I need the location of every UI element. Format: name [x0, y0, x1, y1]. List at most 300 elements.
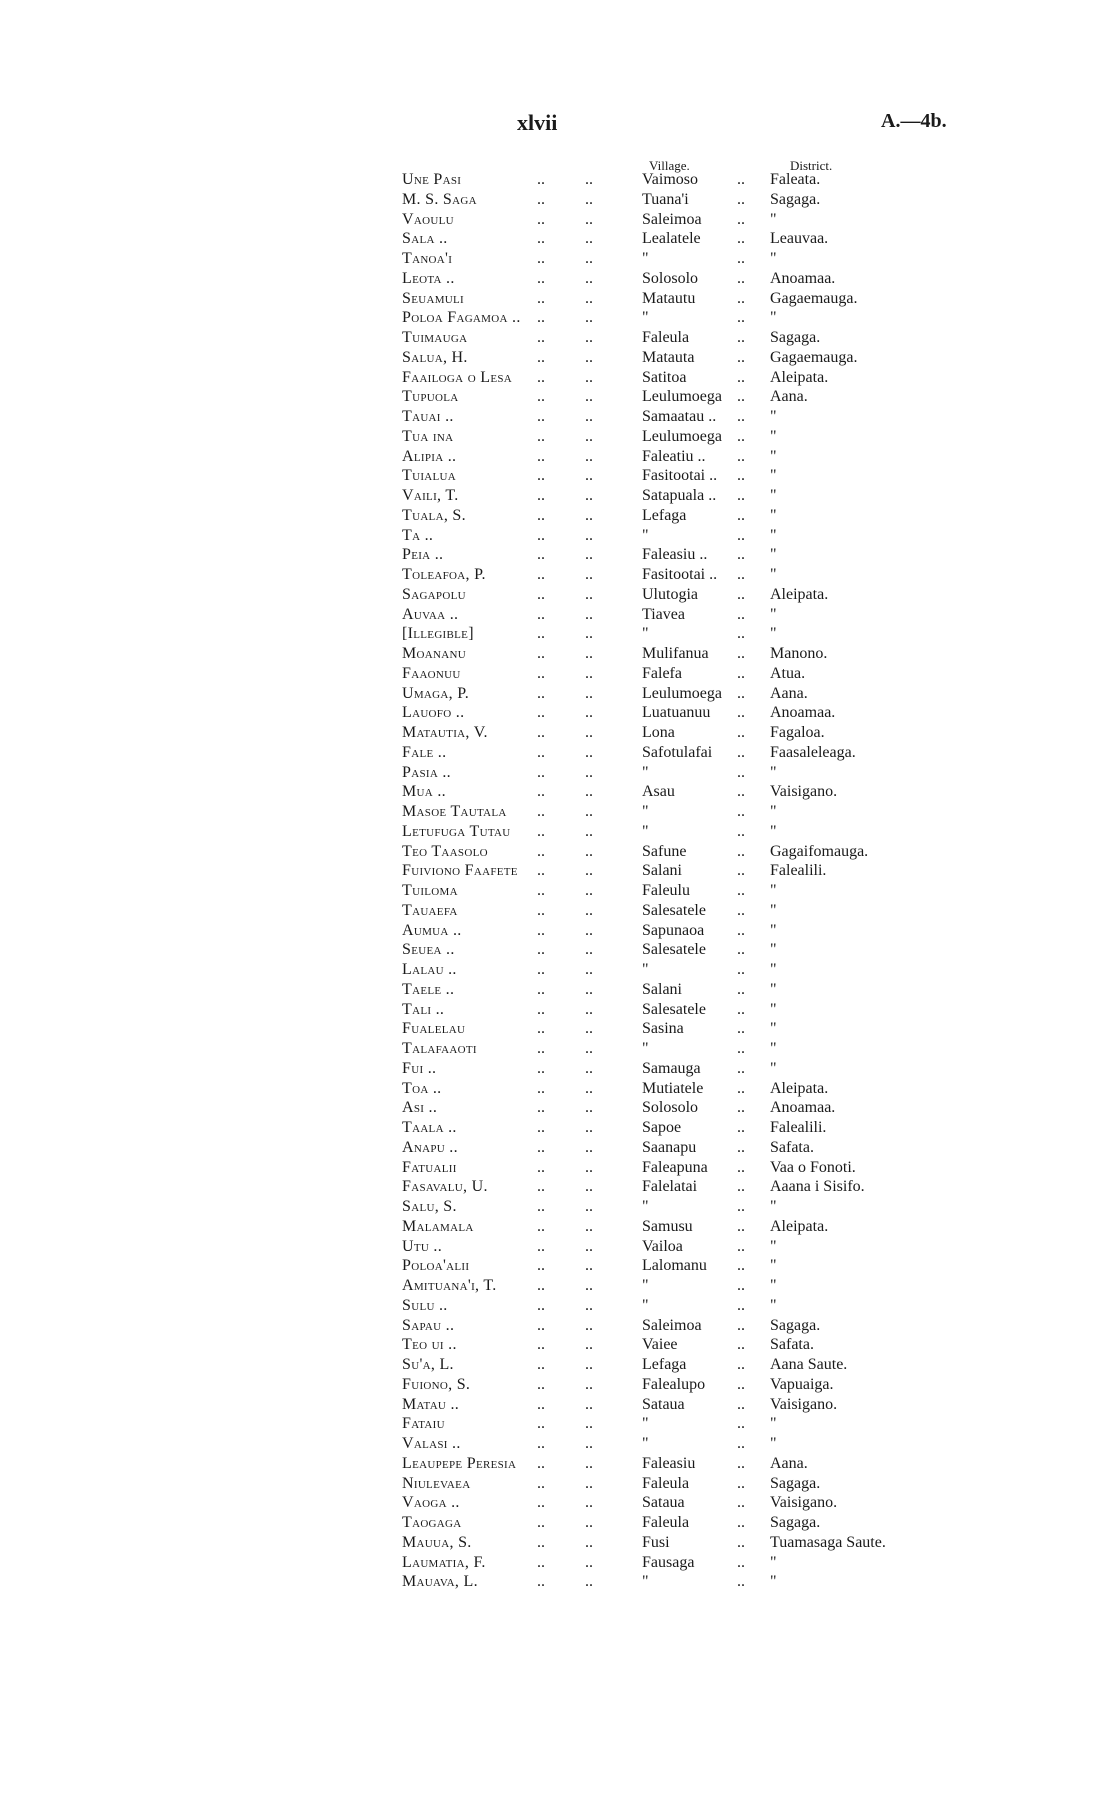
village-cell: Lefaga [642, 506, 687, 524]
leader-dots: .. [537, 585, 545, 603]
district-cell: Aana. [770, 684, 808, 702]
leader-dots: .. [737, 1198, 745, 1215]
district-cell: " [770, 1553, 777, 1571]
village-cell: Mulifanua [642, 645, 709, 662]
document-reference: A.—4b. [881, 110, 947, 132]
leader-dots: .. [737, 1099, 745, 1117]
village-cell: Vaiee [642, 1336, 678, 1354]
leader-dots: .. [737, 1454, 745, 1472]
leader-dots: .. [537, 1099, 545, 1117]
member-name: [Illegible] [402, 625, 474, 643]
district-cell: " [770, 1020, 777, 1038]
table-row [402, 1355, 962, 1375]
district-cell: Vaisigano. [770, 1395, 838, 1413]
member-name: Matautia, V. [402, 724, 488, 741]
member-name: Tauaefa [402, 901, 458, 919]
leader-dots: .. [537, 1296, 545, 1314]
leader-dots: .. [537, 1553, 545, 1571]
leader-dots: .. [537, 1533, 545, 1551]
table-row [402, 1434, 962, 1454]
leader-dots: .. [737, 1217, 745, 1235]
leader-dots: .. [737, 1079, 745, 1097]
leader-dots: .. [585, 190, 593, 208]
village-cell: " [642, 1573, 649, 1591]
leader-dots: .. [585, 822, 593, 840]
district-cell: Safata. [770, 1138, 814, 1156]
leader-dots: .. [737, 1119, 745, 1136]
leader-dots: .. [537, 1237, 545, 1255]
member-name: Fatualii [402, 1158, 457, 1176]
village-cell: " [642, 803, 649, 820]
member-name: Tua ina [402, 427, 454, 445]
leader-dots: .. [537, 1375, 545, 1393]
village-cell: " [642, 1040, 649, 1057]
leader-dots: .. [537, 1198, 545, 1215]
district-cell: " [770, 250, 777, 267]
leader-dots: .. [537, 250, 545, 267]
member-name: Fuiviono Faafete [402, 862, 518, 880]
village-cell: Matautu [642, 289, 696, 307]
member-name: Une Pasi [402, 171, 462, 188]
table-row [402, 1256, 962, 1276]
leader-dots: .. [585, 1099, 593, 1117]
district-cell: Sagaga. [770, 1474, 821, 1492]
member-name: Vaoga .. [402, 1494, 460, 1512]
table-row [402, 921, 962, 941]
leader-dots: .. [537, 1336, 545, 1354]
leader-dots: .. [585, 1415, 593, 1433]
leader-dots: .. [585, 1573, 593, 1591]
table-row [402, 447, 962, 467]
member-name: Laumatia, F. [402, 1553, 486, 1571]
leader-dots: .. [737, 1356, 745, 1373]
leader-dots: .. [737, 1375, 745, 1393]
leader-dots: .. [585, 388, 593, 406]
leader-dots: .. [737, 546, 745, 564]
table-row [402, 210, 962, 230]
leader-dots: .. [537, 1217, 545, 1235]
leader-dots: .. [537, 1415, 545, 1433]
leader-dots: .. [737, 605, 745, 623]
district-cell: Vaisigano. [770, 783, 838, 801]
leader-dots: .. [585, 329, 593, 346]
column-header-village: Village. [649, 158, 690, 173]
leader-dots: .. [585, 724, 593, 741]
leader-dots: .. [537, 1277, 545, 1294]
table-row [402, 1098, 962, 1118]
table-row [402, 1019, 962, 1039]
member-name: Salua, H. [402, 348, 468, 366]
district-cell: Manono. [770, 645, 828, 662]
member-name: Mua .. [402, 783, 446, 801]
table-row [402, 190, 962, 210]
village-cell: Fausaga [642, 1553, 695, 1571]
leader-dots: .. [585, 783, 593, 801]
leader-dots: .. [585, 625, 593, 643]
village-cell: Tiavea [642, 605, 685, 623]
table-row [402, 1000, 962, 1020]
district-cell: Aana. [770, 1454, 808, 1472]
district-cell: " [770, 447, 777, 465]
member-name: Matau .. [402, 1395, 460, 1413]
district-cell: " [770, 546, 777, 564]
table-row [402, 328, 962, 348]
leader-dots: .. [537, 901, 545, 919]
village-cell: Sapoe [642, 1119, 682, 1136]
table-row [402, 1553, 962, 1573]
leader-dots: .. [537, 1040, 545, 1057]
district-cell: Gagaemauga. [770, 348, 858, 366]
village-cell: Vaimoso [642, 171, 698, 188]
table-row [402, 664, 962, 684]
leader-dots: .. [585, 882, 593, 899]
leader-dots: .. [585, 566, 593, 583]
leader-dots: .. [585, 961, 593, 978]
leader-dots: .. [585, 1198, 593, 1215]
leader-dots: .. [537, 980, 545, 998]
village-cell: Fasitootai .. [642, 467, 718, 485]
leader-dots: .. [585, 684, 593, 702]
table-row [402, 1533, 962, 1553]
leader-dots: .. [585, 941, 593, 959]
leader-dots: .. [585, 862, 593, 880]
leader-dots: .. [537, 447, 545, 465]
table-row [402, 289, 962, 309]
leader-dots: .. [585, 1533, 593, 1551]
member-name: Tuiloma [402, 882, 458, 899]
table-row [402, 723, 962, 743]
village-cell: Asau [642, 783, 675, 801]
table-row [402, 644, 962, 664]
leader-dots: .. [585, 368, 593, 386]
district-cell: " [770, 309, 777, 327]
leader-dots: .. [537, 625, 545, 643]
leader-dots: .. [585, 348, 593, 366]
village-cell: Fusi [642, 1533, 670, 1551]
district-cell: " [770, 526, 777, 544]
leader-dots: .. [585, 1454, 593, 1472]
leader-dots: .. [585, 250, 593, 267]
table-row [402, 605, 962, 625]
leader-dots: .. [585, 1336, 593, 1354]
leader-dots: .. [585, 1000, 593, 1018]
leader-dots: .. [737, 664, 745, 682]
leader-dots: .. [537, 704, 545, 722]
village-cell: Sasina [642, 1020, 684, 1038]
table-row [402, 1316, 962, 1336]
district-cell: Fagaloa. [770, 724, 825, 741]
leader-dots: .. [585, 1296, 593, 1314]
village-cell: Falealupo [642, 1375, 706, 1393]
leader-dots: .. [737, 1020, 745, 1038]
page-number: xlvii [517, 110, 558, 135]
member-name: Moananu [402, 645, 466, 662]
leader-dots: .. [537, 487, 545, 504]
member-name: Tali .. [402, 1000, 445, 1018]
leader-dots: .. [537, 822, 545, 840]
member-name: Faaonuu [402, 664, 461, 682]
table-row [402, 407, 962, 427]
leader-dots: .. [737, 309, 745, 327]
village-cell: " [642, 763, 649, 781]
member-name: Fasavalu, U. [402, 1178, 488, 1196]
member-name: Sapau .. [402, 1316, 455, 1334]
leader-dots: .. [737, 566, 745, 583]
district-cell: Sagaga. [770, 1316, 821, 1334]
leader-dots: .. [737, 1533, 745, 1551]
leader-dots: .. [585, 1178, 593, 1196]
district-cell: Anoamaa. [770, 1099, 836, 1117]
table-row [402, 486, 962, 506]
district-cell: " [770, 901, 777, 919]
district-cell: " [770, 506, 777, 524]
member-name: Mauava, L. [402, 1573, 478, 1591]
district-cell: " [770, 961, 777, 978]
district-cell: Gagaemauga. [770, 289, 858, 307]
leader-dots: .. [585, 980, 593, 998]
leader-dots: .. [585, 289, 593, 307]
member-name: Teo ui .. [402, 1336, 457, 1354]
village-cell: Lona [642, 724, 675, 741]
village-cell: " [642, 1435, 649, 1452]
village-cell: Salesatele [642, 1000, 706, 1018]
district-cell: " [770, 427, 777, 445]
table-row [402, 980, 962, 1000]
district-cell: Aaana i Sisifo. [770, 1178, 865, 1196]
district-cell: Vapuaiga. [770, 1375, 834, 1393]
leader-dots: .. [537, 1474, 545, 1492]
leader-dots: .. [537, 1178, 545, 1196]
village-cell: Salani [642, 980, 682, 998]
member-name: Toleafoa, P. [402, 566, 486, 583]
leader-dots: .. [537, 1079, 545, 1097]
village-cell: Salesatele [642, 901, 706, 919]
leader-dots: .. [585, 269, 593, 287]
leader-dots: .. [585, 1020, 593, 1038]
table-row [402, 526, 962, 546]
member-name: Vaoulu [402, 210, 454, 228]
district-cell: Sagaga. [770, 190, 821, 208]
table-row [402, 1474, 962, 1494]
member-name: Salu, S. [402, 1198, 457, 1215]
leader-dots: .. [537, 566, 545, 583]
table-row [402, 269, 962, 289]
leader-dots: .. [537, 1119, 545, 1136]
district-cell: " [770, 625, 777, 643]
village-cell: " [642, 309, 649, 327]
leader-dots: .. [737, 1494, 745, 1512]
village-cell: Salesatele [642, 941, 706, 959]
leader-dots: .. [737, 882, 745, 899]
district-cell: " [770, 210, 777, 228]
leader-dots: .. [737, 467, 745, 485]
member-name: Pasia .. [402, 763, 451, 781]
district-cell: " [770, 941, 777, 959]
district-cell: Faasaleleaga. [770, 743, 856, 761]
member-name: Sala .. [402, 230, 448, 248]
leader-dots: .. [537, 289, 545, 307]
leader-dots: .. [585, 447, 593, 465]
leader-dots: .. [537, 210, 545, 228]
village-cell: Samauga [642, 1059, 701, 1077]
leader-dots: .. [737, 190, 745, 208]
leader-dots: .. [585, 1079, 593, 1097]
member-name: Fuiono, S. [402, 1375, 471, 1393]
table-row [402, 308, 962, 328]
table-row [402, 170, 962, 190]
leader-dots: .. [585, 1494, 593, 1512]
district-cell: Falealili. [770, 1119, 827, 1136]
leader-dots: .. [585, 1059, 593, 1077]
leader-dots: .. [537, 388, 545, 406]
table-row [402, 842, 962, 862]
member-name: Asi .. [402, 1099, 438, 1117]
table-row [402, 802, 962, 822]
district-cell: Aleipata. [770, 1079, 829, 1097]
leader-dots: .. [585, 309, 593, 327]
leader-dots: .. [537, 269, 545, 287]
member-name: Sulu .. [402, 1296, 448, 1314]
table-row [402, 387, 962, 407]
table-row [402, 1454, 962, 1474]
district-cell: Gagaifomauga. [770, 842, 869, 860]
village-cell: Sataua [642, 1494, 685, 1512]
village-cell: " [642, 1277, 649, 1294]
village-cell: Leulumoega [642, 388, 722, 406]
leader-dots: .. [537, 1059, 545, 1077]
district-cell: " [770, 1415, 777, 1433]
village-cell: Leulumoega [642, 427, 722, 445]
leader-dots: .. [737, 585, 745, 603]
table-row [402, 1395, 962, 1415]
leader-dots: .. [737, 684, 745, 702]
village-cell: Samusu [642, 1217, 693, 1235]
leader-dots: .. [537, 1158, 545, 1176]
column-header-district: District. [790, 158, 833, 173]
table-row [402, 506, 962, 526]
table-row [402, 1513, 962, 1533]
table-row [402, 822, 962, 842]
leader-dots: .. [585, 664, 593, 682]
table-row [402, 960, 962, 980]
leader-dots: .. [537, 506, 545, 524]
leader-dots: .. [537, 1435, 545, 1452]
village-cell: Safotulafai [642, 743, 713, 761]
leader-dots: .. [737, 427, 745, 445]
leader-dots: .. [537, 743, 545, 761]
leader-dots: .. [737, 329, 745, 346]
member-name: Vaili, T. [402, 487, 459, 504]
district-cell: " [770, 1059, 777, 1077]
village-cell: Matauta [642, 348, 695, 366]
table-row [402, 1572, 962, 1592]
member-name: Amituana'i, T. [402, 1277, 497, 1294]
district-cell: Vaisigano. [770, 1494, 838, 1512]
leader-dots: .. [537, 230, 545, 248]
leader-dots: .. [585, 704, 593, 722]
village-cell: Sataua [642, 1395, 685, 1413]
leader-dots: .. [737, 1059, 745, 1077]
member-name: Talafaaoti [402, 1040, 477, 1057]
table-row [402, 861, 962, 881]
leader-dots: .. [737, 921, 745, 939]
village-cell: Saanapu [642, 1138, 697, 1156]
member-name: Fui .. [402, 1059, 437, 1077]
member-name: Fale .. [402, 743, 447, 761]
table-row [402, 881, 962, 901]
leader-dots: .. [537, 645, 545, 662]
leader-dots: .. [585, 408, 593, 425]
table-row [402, 1118, 962, 1138]
leader-dots: .. [585, 842, 593, 860]
leader-dots: .. [585, 1474, 593, 1492]
leader-dots: .. [537, 467, 545, 485]
leader-dots: .. [585, 763, 593, 781]
leader-dots: .. [737, 901, 745, 919]
table-row [402, 1493, 962, 1513]
leader-dots: .. [737, 368, 745, 386]
leader-dots: .. [585, 1119, 593, 1136]
district-cell: " [770, 467, 777, 485]
leader-dots: .. [585, 1217, 593, 1235]
leader-dots: .. [537, 1454, 545, 1472]
village-cell: " [642, 1415, 649, 1433]
leader-dots: .. [537, 1020, 545, 1038]
member-name: Seuea .. [402, 941, 455, 959]
village-cell: " [642, 1198, 649, 1215]
leader-dots: .. [737, 783, 745, 801]
district-cell: " [770, 1257, 777, 1275]
member-name: Taala .. [402, 1119, 457, 1136]
village-cell: Falefa [642, 664, 682, 682]
member-name: Taele .. [402, 980, 455, 998]
district-cell: " [770, 1198, 777, 1215]
leader-dots: .. [585, 1553, 593, 1571]
leader-dots: .. [585, 526, 593, 544]
district-cell: " [770, 1237, 777, 1255]
leader-dots: .. [737, 1573, 745, 1591]
leader-dots: .. [585, 467, 593, 485]
district-cell: " [770, 1573, 777, 1591]
table-row [402, 1079, 962, 1099]
district-cell: Atua. [770, 664, 806, 682]
member-name: Utu .. [402, 1237, 443, 1255]
table-row [402, 1177, 962, 1197]
member-name: Tupuola [402, 388, 459, 406]
table-row [402, 229, 962, 249]
table-row [402, 1414, 962, 1434]
table-row [402, 684, 962, 704]
leader-dots: .. [537, 309, 545, 327]
leader-dots: .. [537, 941, 545, 959]
district-cell: Aana Saute. [770, 1356, 848, 1373]
leader-dots: .. [737, 1435, 745, 1452]
village-cell: Satitoa [642, 368, 687, 386]
leader-dots: .. [585, 1158, 593, 1176]
district-cell: Aleipata. [770, 585, 829, 603]
leader-dots: .. [585, 1435, 593, 1452]
leader-dots: .. [585, 1356, 593, 1373]
village-cell: " [642, 1296, 649, 1314]
leader-dots: .. [537, 803, 545, 820]
member-name: Mauua, S. [402, 1533, 472, 1551]
district-cell: Vaa o Fonoti. [770, 1158, 856, 1176]
village-cell: Faleatiu .. [642, 447, 706, 465]
village-cell: Leulumoega [642, 684, 722, 702]
member-name: Masoe Tautala [402, 803, 507, 820]
leader-dots: .. [585, 1316, 593, 1334]
village-cell: Satapuala .. [642, 487, 717, 504]
